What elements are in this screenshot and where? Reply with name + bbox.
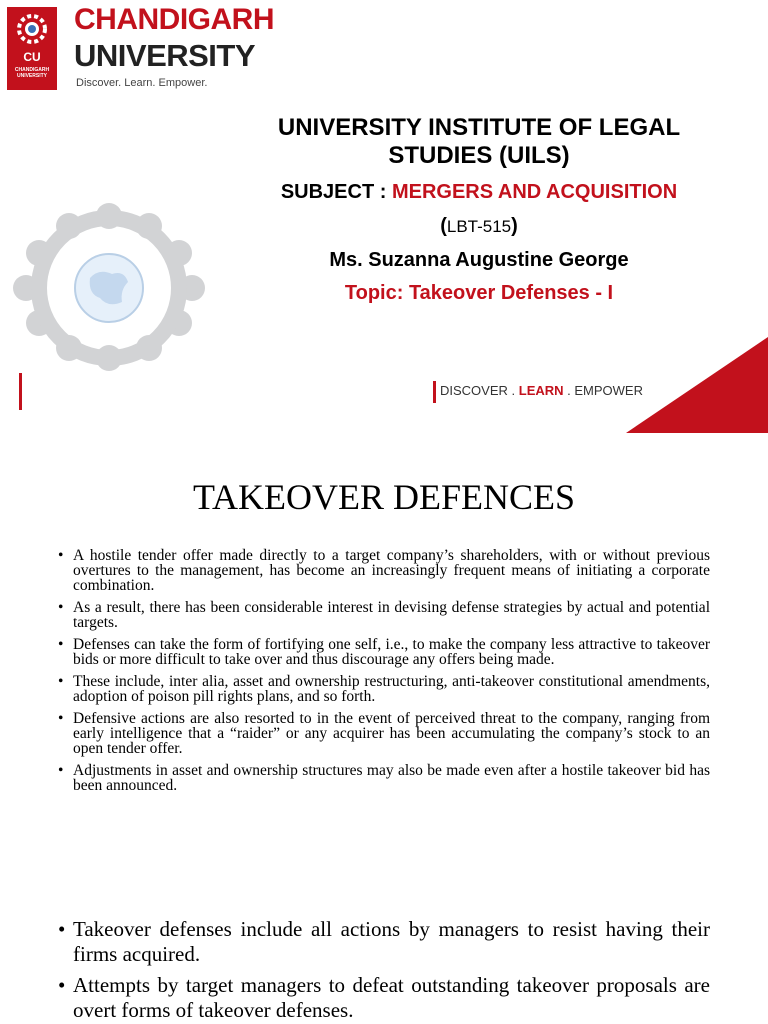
- bullet-item: • Attempts by target managers to defeat outstanding takeover proposals are overt forms of takeover defenses.: [58, 973, 710, 1023]
- university-logo: [7, 7, 57, 90]
- slide-title: TAKEOVER DEFENCES: [192, 477, 576, 517]
- motto-empower: EMPOWER: [574, 383, 643, 398]
- motto-separator: .: [563, 383, 575, 398]
- bullet-list: [58, 917, 710, 1024]
- footer-accent-bar: [433, 381, 436, 403]
- bullet-item: • These include, inter alia, asset and ownership restructuring, anti-takeover constitutional amendments, adoption of poison pill rights plans, and so forth.: [58, 674, 710, 704]
- logo-abbreviation: CU: [23, 50, 41, 64]
- teacher-name: Ms. Suzanna Augustine George: [329, 249, 629, 271]
- bullet-item: • A hostile tender offer made directly to a target company’s shareholders, with or without previous overtures to the management, has become an increasingly frequent means of initiating a corporate combination.: [58, 548, 710, 593]
- course-open-paren: (: [440, 215, 447, 237]
- bullet-item: • Adjustments in asset and ownership structures may also be made even after a hostile takeover bid has been announced.: [58, 763, 710, 793]
- brand-tagline: Discover. Learn. Empower.: [76, 77, 208, 89]
- subject-prefix: SUBJECT :: [280, 181, 392, 203]
- course-code-line: [205, 215, 753, 238]
- bullet-item: • Defenses can take the form of fortifying one self, i.e., to make the company less attractive to takeover bids or more difficult to take over and thus discourage any offers being made.: [58, 637, 710, 667]
- title-slide: [0, 0, 768, 433]
- content-slide-definitions: [0, 873, 768, 1024]
- puzzle-globe-icon: [4, 198, 214, 373]
- topic-title: Topic: Takeover Defenses - I: [344, 282, 614, 304]
- motto-discover: DISCOVER: [440, 383, 508, 398]
- bullet-item: • Takeover defenses include all actions by managers to resist having their firms acquired.: [58, 917, 710, 967]
- institute-title-line2: STUDIES (UILS): [388, 142, 570, 169]
- course-close-paren: ): [511, 215, 518, 237]
- gear-emblem-icon: [7, 7, 57, 51]
- motto-separator: .: [507, 383, 519, 398]
- logo-sub-line2: UNIVERSITY: [16, 73, 47, 79]
- bullet-list: [58, 548, 710, 800]
- institute-title: [205, 114, 753, 170]
- institute-title-line1: UNIVERSITY INSTITUTE OF LEGAL: [277, 114, 681, 141]
- bullet-item: • Defensive actions are also resorted to in the event of perceived threat to the company, ranging from early intelligence that a “raider” or any acquirer has been accumulating the company’s stock to an open tender offer.: [58, 711, 710, 756]
- bullet-item: • As a result, there has been considerable interest in devising defense strategies by actual and potential targets.: [58, 600, 710, 630]
- brand-name-line2: UNIVERSITY: [74, 38, 256, 73]
- content-slide-takeover-defences: [0, 433, 768, 873]
- logo-subtitle: [7, 67, 57, 79]
- course-code: LBT-515: [446, 217, 512, 236]
- motto-learn: LEARN: [518, 383, 564, 398]
- logo-sub-line1: CHANDIGARH: [14, 67, 50, 73]
- footer-motto: [440, 383, 643, 398]
- subject-line: [205, 181, 753, 204]
- accent-bar-left: [19, 373, 22, 410]
- brand-name-line1: CHANDIGARH: [74, 3, 274, 36]
- subject-name: MERGERS AND ACQUISITION: [391, 181, 678, 203]
